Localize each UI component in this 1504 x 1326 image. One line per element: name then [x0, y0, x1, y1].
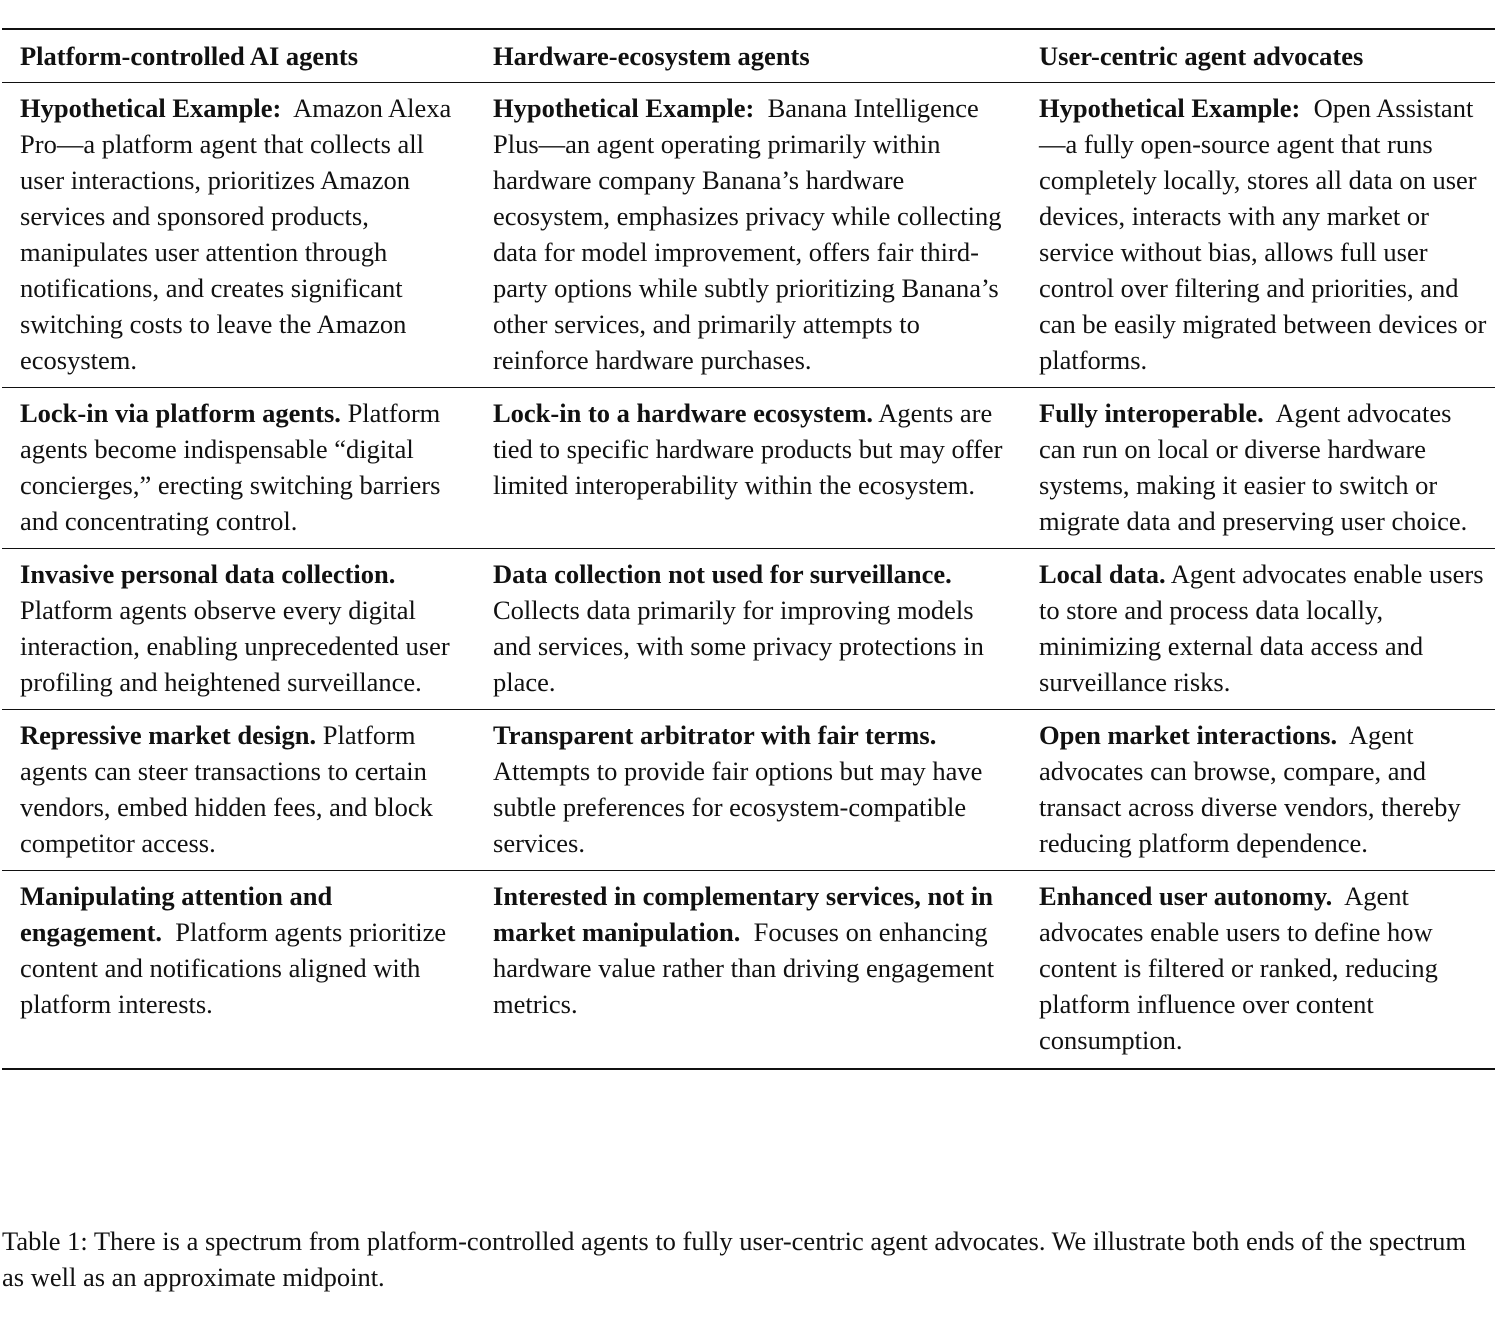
table-cell — [2, 549, 475, 710]
cell-text: Platform agents become indispensable “digital concierges,” erecting switching barriers and concentrating control. — [20, 398, 441, 536]
table-cell — [2, 871, 475, 1070]
table-cell — [1021, 710, 1495, 871]
cell-lead: Lock-in via platform agents. — [20, 398, 341, 428]
table-cell — [1021, 388, 1495, 549]
cell-text: Platform agents observe every digital interaction, enabling unprecedented user profiling and heightened surveillance. — [20, 595, 450, 697]
cell-lead: Data collection not used for surveillance. — [493, 559, 952, 589]
cell-text: Banana Intelligence Plus—an agent operating primarily within hardware company Banana’s hardware ecosystem, emphasizes privacy while collecting data for model improvement, offers fair third-party options while subtly prioritizing Banana’s other services, and primarily attempts to reinforce hardware purchases. — [493, 93, 1002, 375]
column-header-user-centric: User-centric agent advocates — [1021, 29, 1495, 83]
table-row-example — [2, 83, 1495, 388]
cell-lead: Local data. — [1039, 559, 1166, 589]
table-cell — [1021, 549, 1495, 710]
table-cell — [475, 549, 1021, 710]
cell-lead: Transparent arbitrator with fair terms. — [493, 720, 937, 750]
table-row-data — [2, 549, 1495, 710]
column-header-hardware: Hardware-ecosystem agents — [475, 29, 1021, 83]
cell-text: Agents are tied to specific hardware products but may offer limited interoperability within the ecosystem. — [493, 398, 1003, 500]
cell-text: Collects data primarily for improving models and services, with some privacy protections in place. — [493, 595, 984, 697]
cell-lead: Open market interactions. — [1039, 720, 1338, 750]
cell-text: Amazon Alexa Pro—a platform agent that collects all user interactions, prioritizes Amazon services and sponsored products, manipulates user attention through notifications, and creates significant switching costs to leave the Amazon ecosystem. — [20, 93, 452, 375]
table-cell — [475, 388, 1021, 549]
cell-lead: Interested in complementary services, not in market manipulation. — [493, 881, 993, 947]
cell-text: Platform agents can steer transactions to certain vendors, embed hidden fees, and block competitor access. — [20, 720, 433, 858]
cell-text: Attempts to provide fair options but may have subtle preferences for ecosystem-compatible services. — [493, 756, 983, 858]
cell-lead: Fully interoperable. — [1039, 398, 1264, 428]
table-cell — [2, 388, 475, 549]
cell-lead: Hypothetical Example: — [493, 93, 755, 123]
cell-lead: Manipulating attention and engagement. — [20, 881, 333, 947]
table-cell — [475, 83, 1021, 388]
table-cell — [2, 83, 475, 388]
cell-text: Platform agents prioritize content and notifications aligned with platform interests. — [20, 917, 447, 1019]
cell-lead: Lock-in to a hardware ecosystem. — [493, 398, 874, 428]
cell-text: Focuses on enhancing hardware value rather than driving engagement metrics. — [493, 917, 995, 1019]
cell-text: Open Assistant—a fully open-source agent that runs completely locally, stores all data on user devices, interacts with any market or service without bias, allows full user control over filtering and priorities, and can be easily migrated between devices or platforms. — [1039, 93, 1487, 375]
table-body — [2, 83, 1495, 1070]
table-caption: Table 1: There is a spectrum from platform-controlled agents to fully user-centric agent advocates. We illustrate both ends of the spectrum as well as an approximate midpoint. — [2, 1226, 1467, 1292]
table-cell — [475, 871, 1021, 1070]
cell-text: Agent advocates can run on local or diverse hardware systems, making it easier to switch or migrate data and preserving user choice. — [1039, 398, 1468, 536]
cell-lead: Repressive market design. — [20, 720, 317, 750]
cell-text: Agent advocates can browse, compare, and transact across diverse vendors, thereby reducing platform dependence. — [1039, 720, 1461, 858]
cell-lead: Invasive personal data collection. — [20, 559, 396, 589]
table-cell — [475, 710, 1021, 871]
table-row-lock-in — [2, 388, 1495, 549]
cell-lead: Hypothetical Example: — [20, 93, 282, 123]
table-cell — [1021, 83, 1495, 388]
cell-lead: Hypothetical Example: — [1039, 93, 1301, 123]
comparison-table-wrapper — [2, 28, 1495, 1070]
table-cell — [1021, 871, 1495, 1070]
column-header-platform: Platform-controlled AI agents — [2, 29, 475, 83]
table-header — [2, 29, 1495, 83]
cell-lead: Enhanced user autonomy. — [1039, 881, 1333, 911]
table-row-attention — [2, 871, 1495, 1070]
cell-text: Agent advocates enable users to store and process data locally, minimizing external data access and surveillance risks. — [1039, 559, 1484, 697]
header-row — [2, 29, 1495, 83]
cell-text: Agent advocates enable users to define how content is filtered or ranked, reducing platform influence over content consumption. — [1039, 881, 1438, 1055]
table-cell — [2, 710, 475, 871]
table-row-market — [2, 710, 1495, 871]
comparison-table — [2, 28, 1495, 1070]
